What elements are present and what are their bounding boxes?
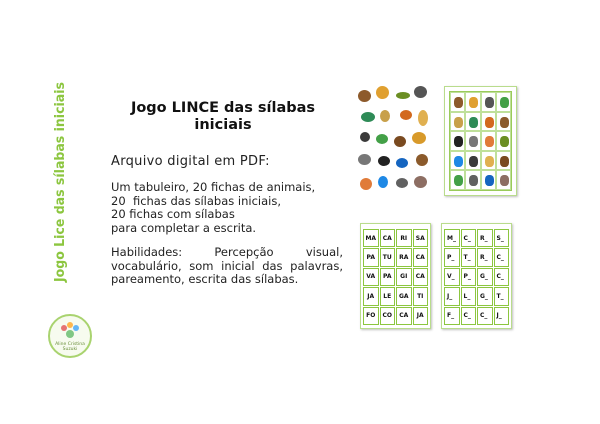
snake-icon <box>396 178 408 188</box>
monkey-icon <box>358 90 371 102</box>
skills-text: Habilidades: Percepção visual, vocabulário, som inicial das palavras, pareamento, escrita das sílabas. <box>111 245 343 286</box>
contents-line: Um tabuleiro, 20 fichas de animais, <box>111 180 316 194</box>
syllable-tile: GA <box>396 287 412 305</box>
title-line-2: iniciais <box>194 117 252 133</box>
frog-icon <box>378 176 388 188</box>
syllable-tile: RA <box>396 248 412 266</box>
syllable-tile: T_ <box>494 287 510 305</box>
syllable-tile: CA <box>413 248 429 266</box>
syllable-tile: J_ <box>444 287 460 305</box>
page-title <box>112 100 334 134</box>
syllable-tile: C_ <box>494 248 510 266</box>
syllable-tile: PA <box>380 268 396 286</box>
file-format-text: Arquivo digital em PDF: <box>111 154 270 169</box>
syllable-tile: MA <box>363 229 379 247</box>
syllable-tile: C_ <box>461 307 477 325</box>
fox-icon <box>360 178 372 190</box>
syllable-tile: CA <box>380 229 396 247</box>
logo-text: Aline Cristina Suzuki <box>55 342 85 352</box>
rooster-icon <box>414 176 427 188</box>
syllable-tile: C_ <box>477 307 493 325</box>
syllable-tile: R_ <box>477 229 493 247</box>
writing-card <box>441 223 512 329</box>
board-cell <box>496 131 511 151</box>
board-cell <box>481 92 496 112</box>
board-cell <box>450 92 465 112</box>
zebra-icon <box>358 154 371 165</box>
lion-icon <box>376 86 389 99</box>
syllable-tile: M_ <box>444 229 460 247</box>
frog-icon <box>376 134 388 144</box>
rooster-icon <box>418 110 428 126</box>
crocodile-icon <box>396 92 410 99</box>
contents-line: 20 fichas das sílabas iniciais, <box>111 193 281 208</box>
syllable-tile: G_ <box>477 287 493 305</box>
syllable-tile: V_ <box>444 268 460 286</box>
board-cell <box>481 131 496 151</box>
syllable-tile: C_ <box>461 229 477 247</box>
lion-icon <box>412 132 426 144</box>
board-cell <box>481 170 496 190</box>
syllable-tile: P_ <box>444 248 460 266</box>
syllable-tile: CO <box>380 307 396 325</box>
title-line-1: Jogo LINCE das sílabas <box>130 100 316 116</box>
board-cell <box>465 92 480 112</box>
syllable-tile: JA <box>363 287 379 305</box>
syllable-tile: JA <box>413 307 429 325</box>
author-logo <box>48 314 92 358</box>
contents-line: 20 fichas com sílabas <box>111 207 235 221</box>
board-cell <box>481 151 496 171</box>
board-cell <box>496 112 511 132</box>
board-cell <box>450 112 465 132</box>
side-title <box>28 70 88 290</box>
syllable-tile: TI <box>413 287 429 305</box>
board-cell <box>450 131 465 151</box>
board-cell <box>465 112 480 132</box>
giraffe-icon <box>361 112 375 122</box>
syllable-tile: FO <box>363 307 379 325</box>
board-cell <box>450 151 465 171</box>
board-cell <box>465 151 480 171</box>
snake-icon <box>360 132 370 142</box>
syllable-tile: PA <box>363 248 379 266</box>
syllable-tile: CA <box>396 307 412 325</box>
board-cell <box>450 170 465 190</box>
syllable-tile: VA <box>363 268 379 286</box>
board-cell <box>481 112 496 132</box>
syllable-tile: TU <box>380 248 396 266</box>
syllable-tile: P_ <box>461 268 477 286</box>
syllable-tile: SA <box>413 229 429 247</box>
board-cell <box>465 170 480 190</box>
board-cell <box>496 151 511 171</box>
contents-list <box>111 181 343 235</box>
fox-icon <box>400 110 412 120</box>
contents-line: para completar a escrita. <box>111 220 257 235</box>
syllable-tile: L_ <box>461 287 477 305</box>
syllable-tile: G_ <box>477 268 493 286</box>
syllable-tile: S_ <box>494 229 510 247</box>
syllable-tile: GI <box>396 268 412 286</box>
syllable-tile: CA <box>413 268 429 286</box>
board-cell <box>465 131 480 151</box>
giraffe-icon <box>416 154 428 166</box>
board-cell <box>496 92 511 112</box>
toucan-icon <box>380 110 390 122</box>
syllable-card <box>360 223 431 329</box>
game-board <box>444 86 517 196</box>
toucan-icon <box>378 156 390 166</box>
animal-pieces <box>356 82 438 200</box>
board-cell <box>496 170 511 190</box>
syllable-tile: C_ <box>494 268 510 286</box>
syllable-tile: R_ <box>477 248 493 266</box>
syllable-tile: F_ <box>444 307 460 325</box>
monkey-icon <box>394 136 406 147</box>
crocodile-icon <box>396 158 408 168</box>
syllable-tile: T_ <box>461 248 477 266</box>
side-title-text: Jogo Lice das sílabas iniciais <box>53 74 68 282</box>
syllable-tile: J_ <box>494 307 510 325</box>
syllable-tile: RI <box>396 229 412 247</box>
zebra-icon <box>414 86 427 98</box>
syllable-tile: LE <box>380 287 396 305</box>
